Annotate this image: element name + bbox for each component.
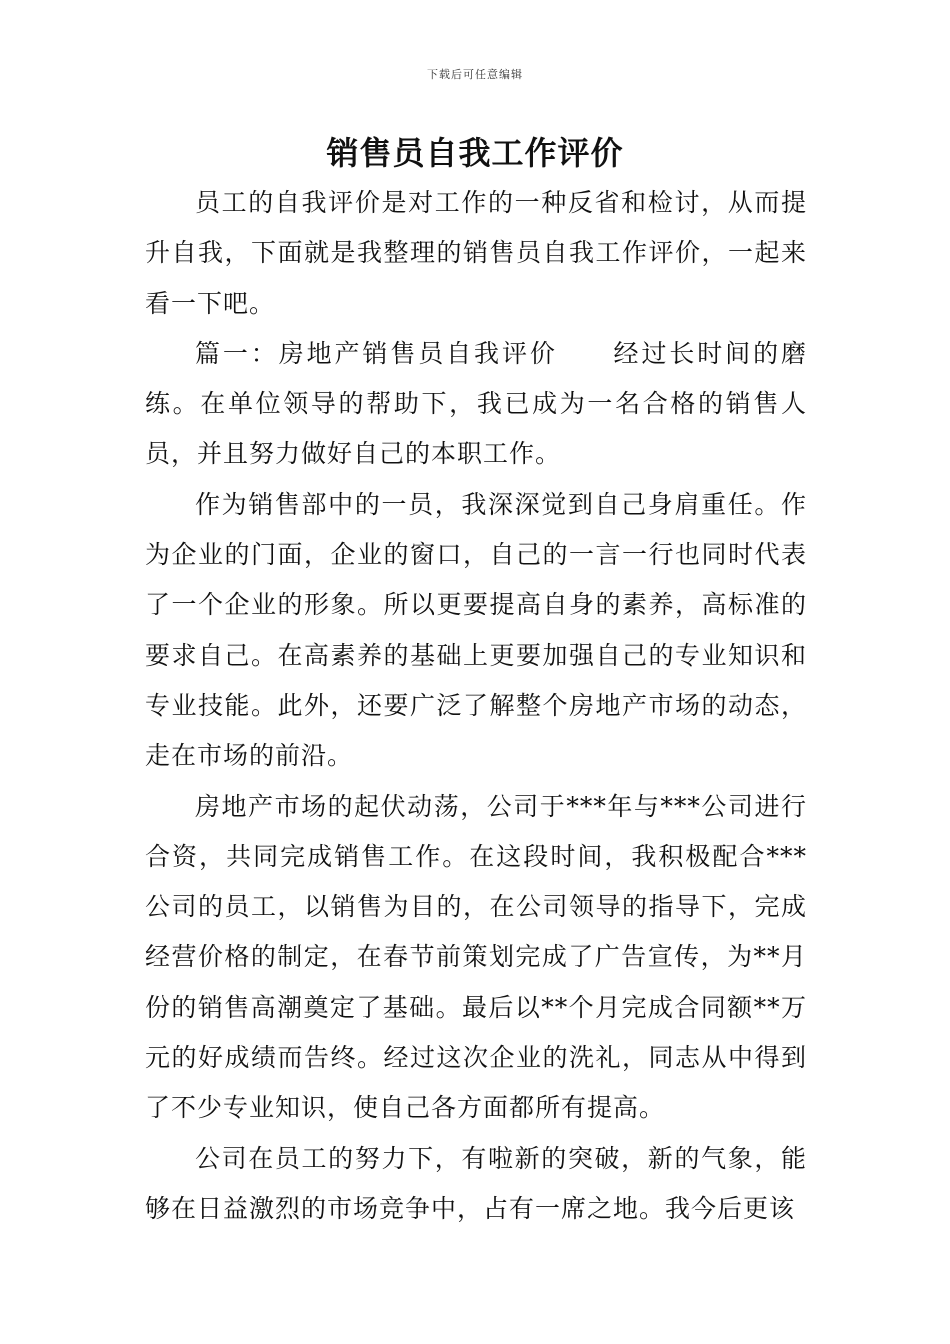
paragraph-responsibility: 作为销售部中的一员，我深深觉到自己身肩重任。作为企业的门面，企业的窗口，自己的一言一行也同时代表了一个企业的形象。所以更要提高自身的素养，高标准的要求自己。在高素养的基础上更要加强自己的专业知识和专业技能。此外，还要广泛了解整个房地产市场的动态，走在市场的前沿。 bbox=[145, 489, 807, 771]
document-title: 销售员自我工作评价 bbox=[326, 134, 624, 172]
header-note: 下载后可任意编辑 bbox=[427, 68, 523, 81]
paragraph-breakthrough: 公司在员工的努力下，有啦新的突破，新的气象，能够在日益激烈的市场竞争中，占有一席之地。我今后更该 bbox=[145, 1143, 807, 1223]
paragraph-intro: 员工的自我评价是对工作的一种反省和检讨，从而提升自我，下面就是我整理的销售员自我工作评价，一起来看一下吧。 bbox=[145, 188, 807, 318]
document-body bbox=[145, 178, 807, 1234]
paragraph-joint-venture: 房地产市场的起伏动荡，公司于***年与***公司进行合资，共同完成销售工作。在这段时间，我积极配合***公司的员工，以销售为目的，在公司领导的指导下，完成经营价格的制定，在春节前策划完成了广告宣传，为**月份的销售高潮奠定了基础。最后以**个月完成合同额**万元的好成绩而告终。经过这次企业的洗礼，同志从中得到了不少专业知识，使自己各方面都所有提高。 bbox=[145, 791, 807, 1123]
paragraph-part-one: 篇一：房地产销售员自我评价 经过长时间的磨练。在单位领导的帮助下，我已成为一名合格的销售人员，并且努力做好自己的本职工作。 bbox=[145, 338, 807, 469]
